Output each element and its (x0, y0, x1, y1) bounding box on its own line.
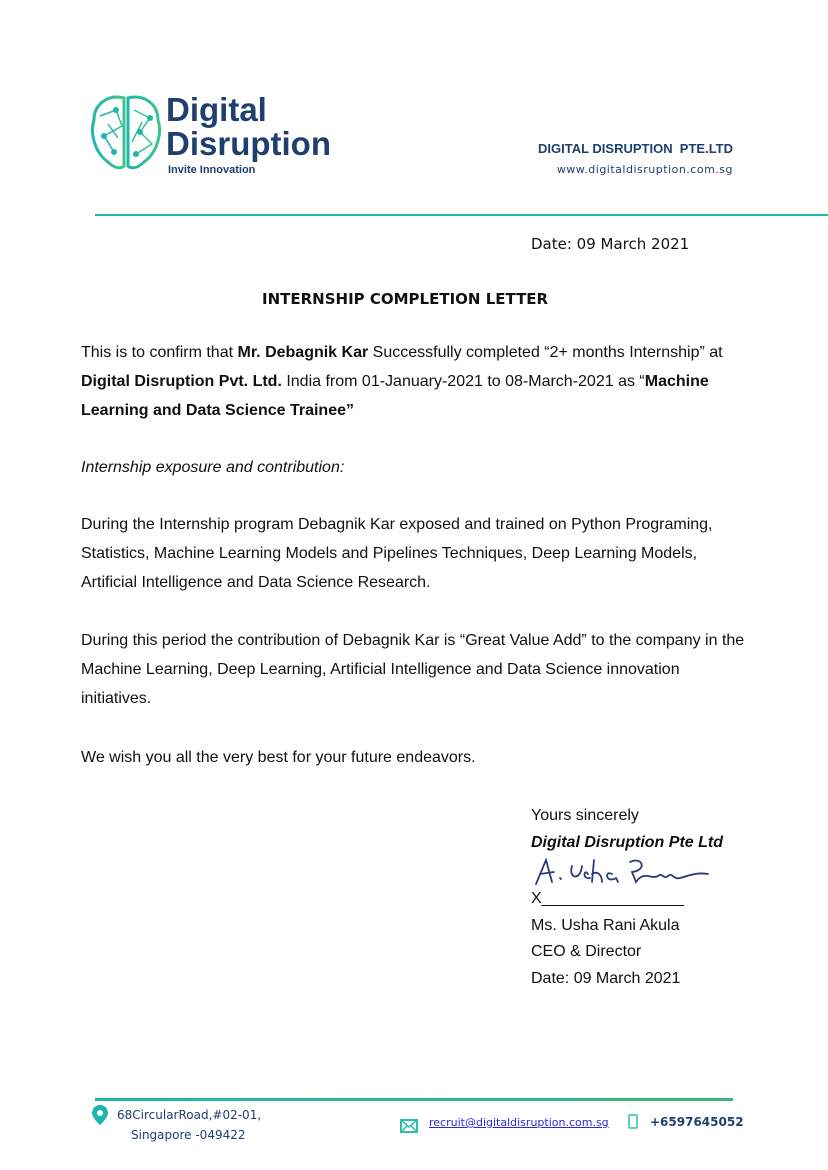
contribution-paragraph: During this period the contribution of Debagnik Kar is “Great Value Add” to the company in the Machine Learning, Deep Learning, Artificial Intelligence and Data Science innovation initiatives. (81, 632, 745, 707)
section-heading: Internship exposure and contribution: (81, 459, 345, 476)
company-website: www.digitaldisruption.com.sg (556, 163, 733, 176)
company-logo (88, 91, 331, 180)
closing: Yours sincerely (531, 807, 639, 824)
logo-tagline: Invite Innovation (168, 164, 256, 176)
signatory-designation: CEO & Director (531, 943, 642, 960)
footer-email-link[interactable]: recruit@digitaldisruption.com.sg (429, 1116, 609, 1129)
role: Machine Learning and Data Science Trainee” (81, 373, 709, 419)
phone-icon (628, 1114, 638, 1129)
signatory-name: Ms. Usha Rani Akula (531, 917, 680, 934)
location-pin-icon (92, 1105, 108, 1125)
wishes-paragraph: We wish you all the very best for your future endeavors. (81, 749, 476, 766)
brain-logo-icon (88, 92, 163, 174)
signature-line: X________________ (531, 890, 685, 907)
footer-phone: +6597645052 (650, 1115, 744, 1129)
email-icon (400, 1119, 418, 1133)
signoff-company: Digital Disruption Pte Ltd (531, 834, 723, 851)
footer-address-line1: 68CircularRoad,#02-01, (117, 1108, 262, 1122)
confirmation-paragraph: This is to confirm that Mr. Debagnik Kar Successfully completed “2+ months Internship” at Digital Disruption Pvt. Ltd. India from 01-January-2021 to 08-March-2021 as “Machine Learning and Data Science Trainee” (81, 344, 723, 419)
letter-title: INTERNSHIP COMPLETION LETTER (262, 290, 549, 308)
footer-address-line2: Singapore -049422 (131, 1128, 246, 1142)
footer-divider (95, 1098, 733, 1101)
letter-date: Date: 09 March 2021 (531, 235, 690, 253)
logo-wordmark-2: Disruption (166, 125, 331, 162)
header-divider (95, 214, 828, 216)
company-ref: Digital Disruption Pvt. Ltd. (81, 373, 282, 390)
exposure-paragraph: During the Internship program Debagnik Kar exposed and trained on Python Programing, Statistics, Machine Learning Models and Pipelines Techniques, Deep Learning Models, Artificial Intelligence and Data Science Research. (81, 516, 713, 591)
company-name: DIGITAL DISRUPTION PTE.LTD (538, 141, 733, 156)
logo-wordmark-1: Digital (166, 91, 267, 128)
intern-name: Mr. Debagnik Kar (237, 344, 369, 361)
signoff-date: Date: 09 March 2021 (531, 970, 681, 987)
